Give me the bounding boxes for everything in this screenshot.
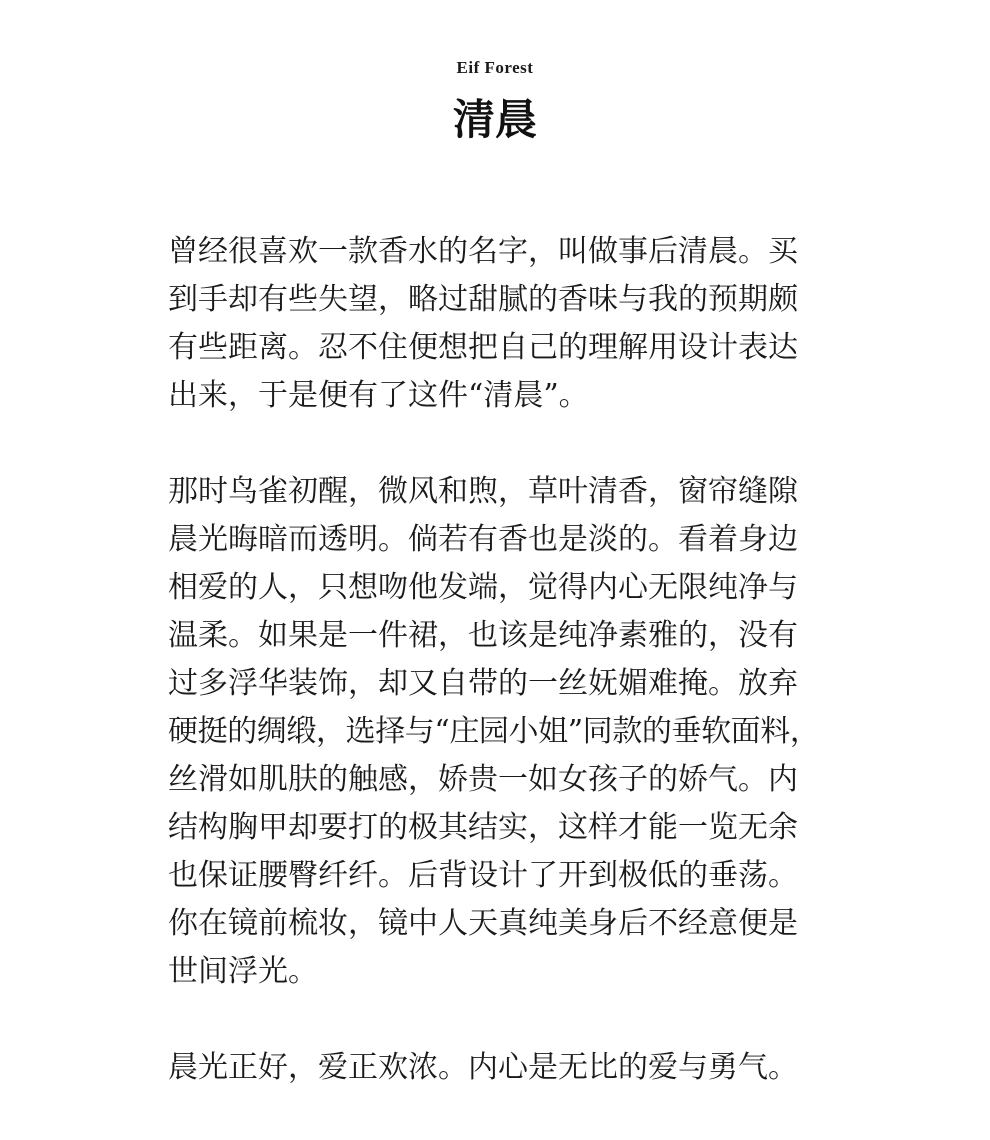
brand-name: Eif Forest (456, 58, 534, 77)
text-line: 世间浮光。 (168, 954, 318, 989)
text-line: 晨光正好，爱正欢浓。内心是无比的爱与勇气。 (168, 1050, 798, 1085)
text-line: 结构胸甲却要打的极其结实，这样才能一览无余 (168, 810, 798, 845)
text-line: 温柔。如果是一件裙，也该是纯净素雅的，没有 (168, 618, 798, 653)
text-line: 过多浮华装饰，却又自带的一丝妩媚难掩。放弃 (168, 666, 798, 701)
paragraph-intro (168, 228, 838, 420)
text-line: 丝滑如肌肤的触感，娇贵一如女孩子的娇气。内 (168, 762, 798, 797)
text-line: 出来，于是便有了这件“清晨”。 (168, 378, 589, 413)
text-line: 你在镜前梳妆，镜中人天真纯美身后不经意便是 (168, 906, 798, 941)
text-line: 那时鸟雀初醒，微风和煦，草叶清香，窗帘缝隙 (168, 474, 798, 509)
text-line: 有些距离。忍不住便想把自己的理解用设计表达 (168, 330, 798, 365)
article-title: 清晨 (452, 95, 537, 144)
paragraph-closing (168, 1044, 838, 1092)
text-line: 也保证腰臀纤纤。后背设计了开到极低的垂荡。 (168, 858, 798, 893)
article-body (168, 228, 838, 1140)
paragraph-description (168, 468, 838, 996)
text-line: 曾经很喜欢一款香水的名字，叫做事后清晨。买 (168, 234, 798, 269)
text-line: 晨光晦暗而透明。倘若有香也是淡的。看着身边 (168, 522, 798, 557)
text-line: 硬挺的绸缎，选择与“庄园小姐”同款的垂软面料， (168, 714, 820, 749)
text-line: 相爱的人，只想吻他发端，觉得内心无限纯净与 (168, 570, 798, 605)
text-line: 到手却有些失望，略过甜腻的香味与我的预期颇 (168, 282, 798, 317)
